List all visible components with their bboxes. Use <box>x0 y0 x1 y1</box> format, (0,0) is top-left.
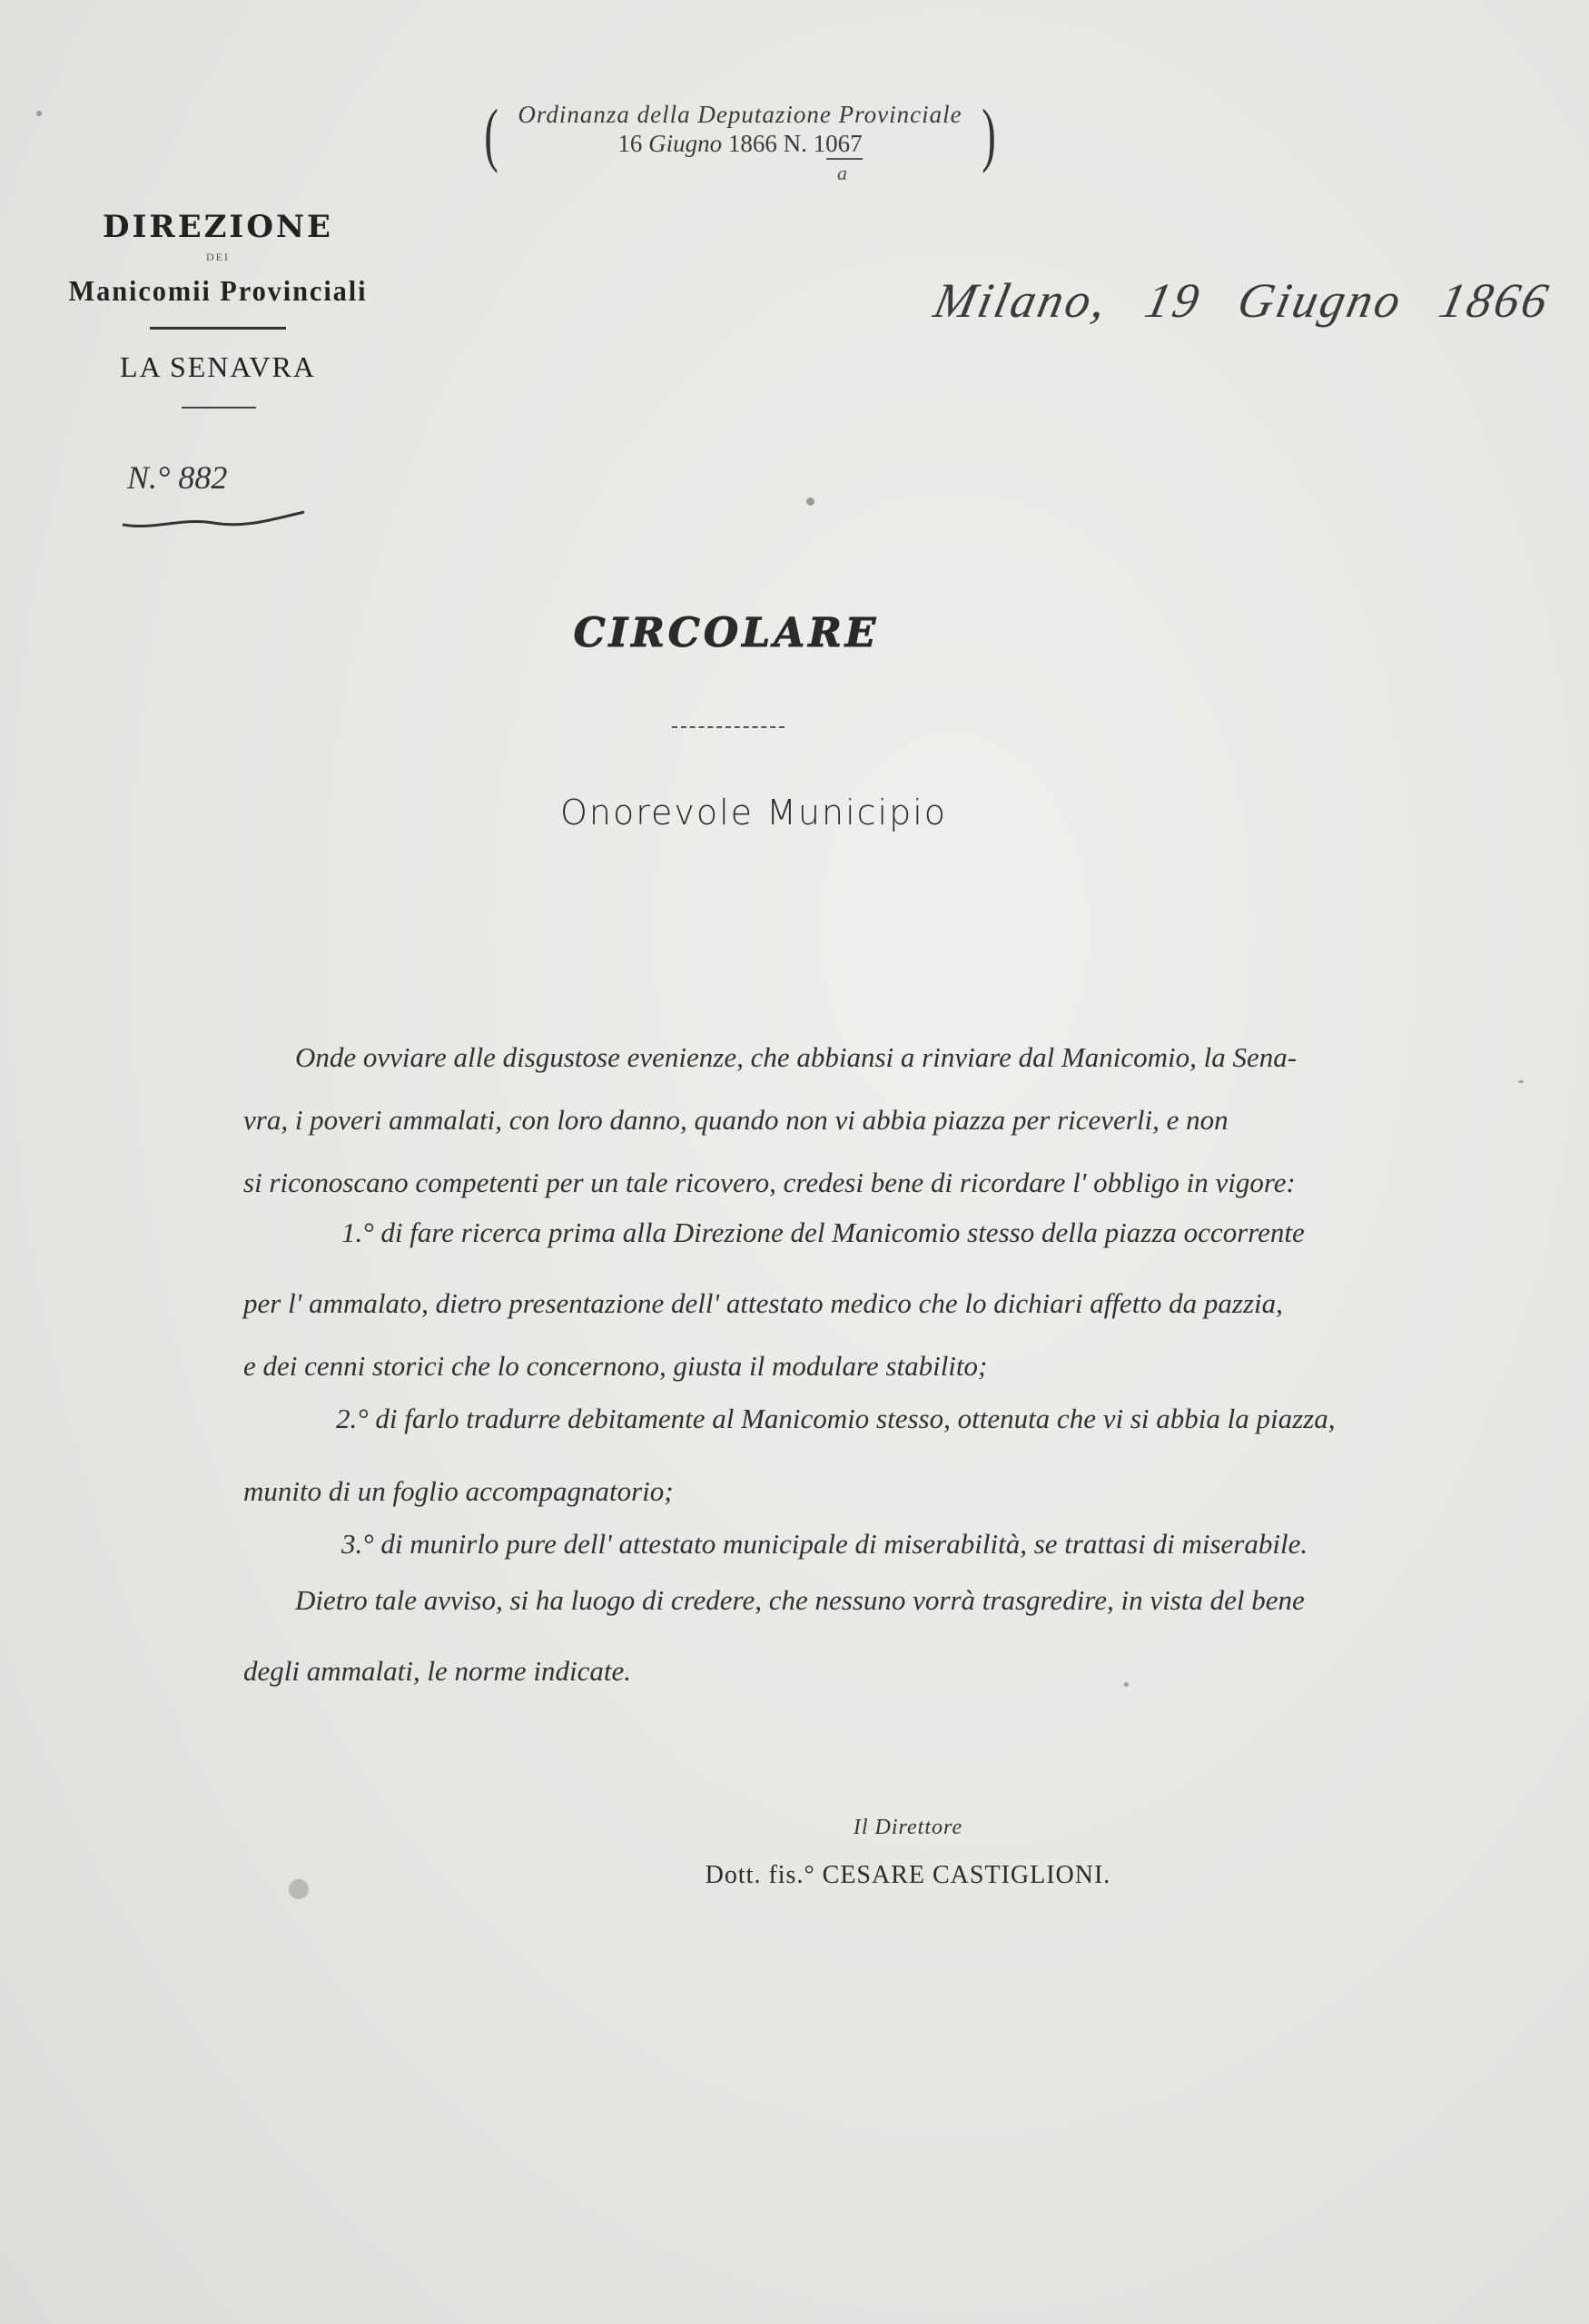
body-line: Dietro tale avviso, si ha luogo di credere, che nessuno vorrà trasgredire, in vista del bene <box>295 1584 1305 1616</box>
ordinance-month: Giugno <box>648 130 723 157</box>
right-parenthesis: ) <box>982 94 996 173</box>
paper-speck <box>1518 1080 1524 1083</box>
header-title: DIREZIONE <box>103 209 333 245</box>
ordinance-suffix: a <box>837 162 847 184</box>
ordinance-underline <box>826 158 863 160</box>
body-line: degli ammalati, le norme indicate. <box>243 1655 632 1687</box>
body-line: Onde ovviare alle disgustose evenienze, che abbiansi a rinviare dal Manicomio, la Sena- <box>295 1041 1298 1073</box>
body-line: 2.° di farlo tradurre debitamente al Manicomio stesso, ottenuta che vi si abbia la piazza, <box>336 1403 1336 1434</box>
date-place: Milano, <box>929 273 1114 328</box>
body-line: munito di un foglio accompagnatorio; <box>243 1475 674 1507</box>
date-month: Giugno <box>1233 273 1408 328</box>
salutation: Onorevole Municipio <box>559 793 948 832</box>
title-divider <box>672 726 785 728</box>
left-parenthesis: ( <box>484 94 498 173</box>
header-city: LA SENAVRA <box>120 350 316 383</box>
handwritten-date <box>929 272 1555 329</box>
signature-name: Dott. fis.° CESARE CASTIGLIONI. <box>705 1861 1111 1889</box>
header-dei: DEI <box>206 251 230 263</box>
ordinance-line-2 <box>508 130 972 158</box>
header-divider <box>150 327 286 330</box>
paper-speck <box>1124 1682 1129 1687</box>
body-line: 1.° di fare ricerca prima alla Direzione del Manicomio stesso della piazza occorrente <box>341 1216 1305 1248</box>
header-divider-short <box>182 407 256 409</box>
protocol-number: N.° 882 <box>127 459 228 496</box>
circular-title: CIRCOLARE <box>573 610 880 656</box>
body-line: 3.° di munirlo pure dell' attestato municipale di miserabilità, se trattasi di miserabile. <box>341 1528 1308 1560</box>
paper-speck <box>289 1879 309 1899</box>
date-year: 1866 <box>1435 273 1555 328</box>
signature-role: Il Direttore <box>853 1816 963 1839</box>
body-line: vra, i poveri ammalati, con loro danno, quando non vi abbia piazza per riceverli, e non <box>243 1104 1229 1136</box>
paper-speck <box>36 111 42 116</box>
body-line: e dei cenni storici che lo concernono, giusta il modulare stabilito; <box>243 1350 988 1382</box>
ordinance-number: N. 1067 <box>783 130 863 157</box>
paper-speck <box>806 497 814 506</box>
ordinance-reference <box>472 94 1008 173</box>
swash-ornament <box>118 508 309 536</box>
date-day: 19 <box>1140 273 1207 328</box>
body-line: si riconoscano competenti per un tale ricovero, credesi bene di ricordare l' obbligo in vigore: <box>243 1167 1296 1198</box>
ordinance-line-1: Ordinanza della Deputazione Provinciale <box>518 101 962 128</box>
header-institution: Manicomii Provinciali <box>68 274 368 307</box>
ordinance-day: 16 <box>617 130 643 157</box>
ordinance-year: 1866 <box>727 130 777 157</box>
body-line: per l' ammalato, dietro presentazione dell' attestato medico che lo dichiari affetto da pazzia, <box>243 1287 1283 1319</box>
